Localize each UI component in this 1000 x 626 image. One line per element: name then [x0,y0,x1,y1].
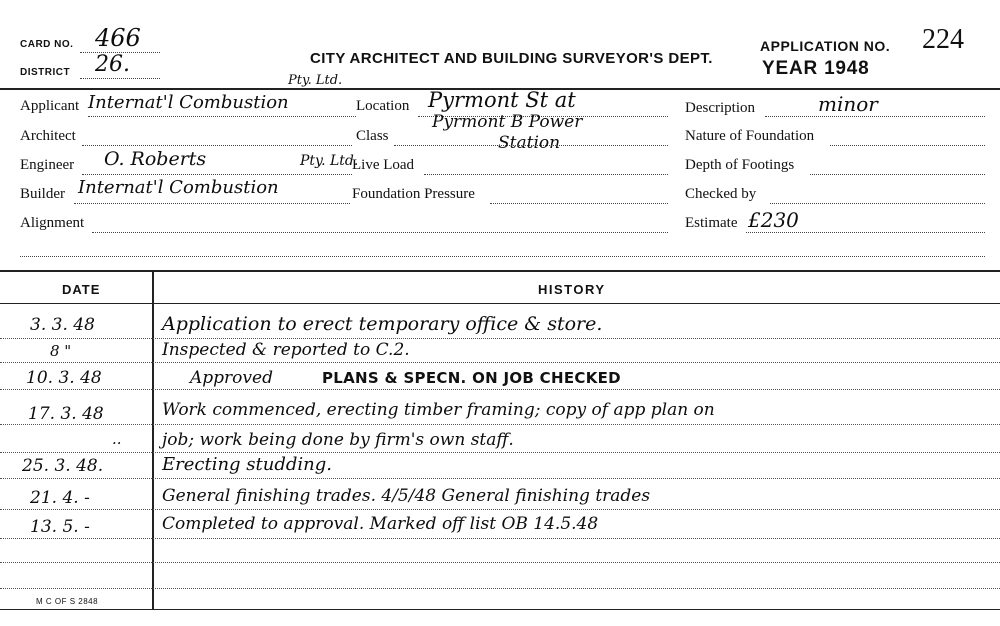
history-top-rule [0,270,1000,272]
description-value: minor [818,92,878,116]
history-line [0,588,1000,589]
live-load-label: Live Load [352,157,415,173]
history-line [0,478,1000,479]
year-label: YEAR 1948 [762,58,870,79]
history-date: 8 " [50,342,72,360]
history-line [0,562,1000,563]
description-line [765,116,985,117]
history-entry: General finishing trades. 4/5/48 General finishing trades [162,486,651,506]
foundation-pressure-line [490,203,668,204]
architect-label: Architect [20,128,76,144]
history-date: 10. 3. 48 [26,368,102,388]
location-label: Location [356,98,410,114]
location-value-1: Pyrmont St at [428,88,576,112]
live-load-line [424,174,668,175]
history-entry: Approved [190,368,273,388]
history-entry: job; work being done by firm's own staff. [162,430,514,450]
bottom-rule [0,609,1000,610]
foundation-pressure-label: Foundation Pressure [352,186,475,202]
district-label: DISTRICT [20,67,71,78]
plans-checked-stamp: PLANS & SPECN. ON JOB CHECKED [322,369,621,387]
location-value-2: Pyrmont B Power [432,112,583,132]
blank-field-line [20,256,985,257]
applicant-line [88,116,356,117]
alignment-line [92,232,668,233]
history-line [0,338,1000,339]
history-entry: Application to erect temporary office & store. [162,313,603,335]
builder-label: Builder [20,186,65,202]
district-value: 26. [95,52,130,77]
location-value-3: Station [498,133,561,153]
engineer-label: Engineer [20,157,75,173]
nature-line [830,145,985,146]
history-header: HISTORY [538,282,606,297]
history-line [0,509,1000,510]
history-date: 3. 3. 48 [30,315,95,335]
history-line [0,452,1000,453]
history-header-rule [0,303,1000,304]
department-title: CITY ARCHITECT AND BUILDING SURVEYOR'S DEPT. [310,50,713,67]
history-date: 13. 5. - [30,517,90,537]
history-entry: Erecting studding. [162,454,333,475]
history-date: 17. 3. 48 [28,404,104,424]
applicant-label: Applicant [20,98,80,114]
history-date: .. [112,430,122,448]
card-no-label: CARD NO. [20,39,74,50]
checked-by-label: Checked by [685,186,757,202]
date-column-divider [152,272,154,610]
estimate-label: Estimate [685,215,738,231]
history-line [0,362,1000,363]
applicant-value: Internat'l Combustion [88,92,289,113]
history-date: 25. 3. 48. [22,456,104,476]
applicant-note: Pty. Ltd. [288,73,343,88]
engineer-value: O. Roberts [104,148,207,170]
class-line [394,145,668,146]
history-line [0,538,1000,539]
district-line [80,78,160,79]
builder-value: Internat'l Combustion [78,177,279,198]
history-entry: Work commenced, erecting timber framing; copy of app plan on [162,400,715,420]
nature-label: Nature of Foundation [685,128,815,144]
application-number: 224 [922,24,964,55]
estimate-line [746,232,985,233]
description-label: Description [685,100,755,116]
application-label: APPLICATION NO. [760,38,891,54]
architect-line [82,145,352,146]
history-entry: Completed to approval. Marked off list OB 14.5.48 [162,514,599,534]
depth-line [810,174,985,175]
engineer-note: Pty. Ltd. [300,153,359,169]
engineer-line [82,174,352,175]
history-entry: Inspected & reported to C.2. [162,340,410,360]
date-header: DATE [62,282,101,297]
checked-by-line [770,203,985,204]
form-code: M C OF S 2848 [36,597,99,606]
history-date: 21. 4. - [30,488,90,508]
card-no-value: 466 [95,24,141,52]
builder-line [74,203,350,204]
class-label: Class [356,128,389,144]
history-line [0,389,1000,390]
estimate-value: £230 [748,208,799,232]
alignment-label: Alignment [20,215,85,231]
history-line [0,424,1000,425]
depth-label: Depth of Footings [685,157,795,173]
